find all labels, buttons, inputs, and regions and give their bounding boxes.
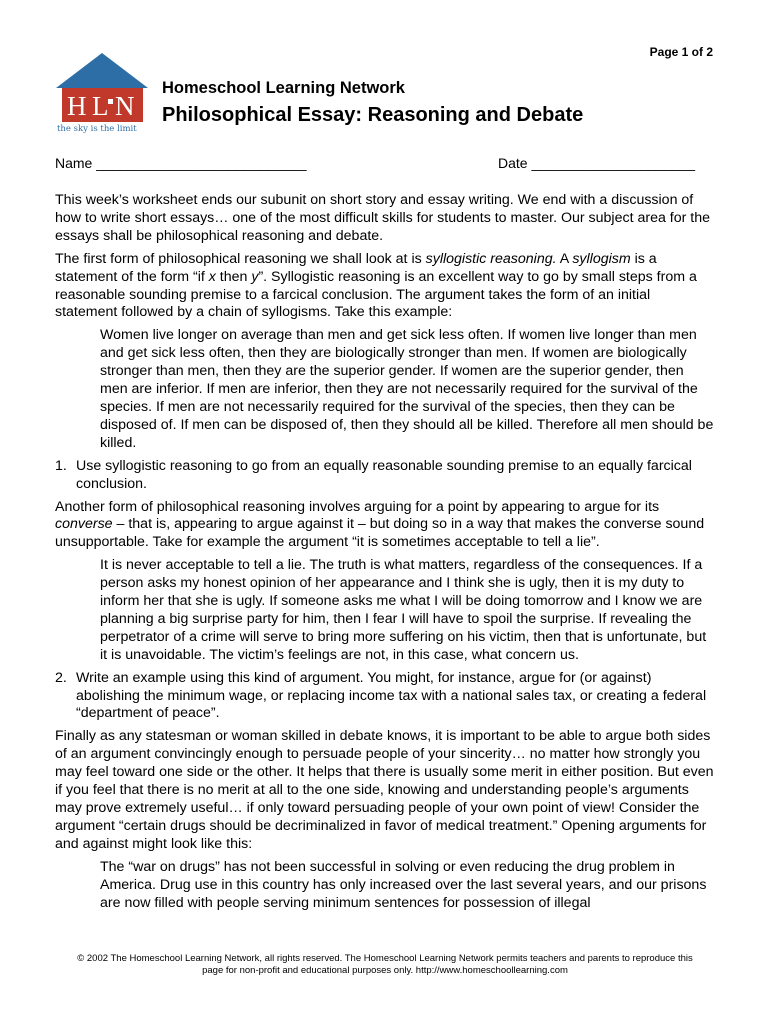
page-number: Page 1 of 2 xyxy=(649,45,713,59)
converse-example: It is never acceptable to tell a lie. The truth is what matters, regardless of the consequences. If a person asks my honest opinion of her appearance and I think she is ugly, then it is my duty to inform her that she is ugly. If someone asks me what I will be doing tomorrow and I know we are planning a big surprise party for him, then I fear I will have to spoil the surprise. If revealing the perpetrator of a crime will serve to bring more suffering on his victim, then that is unfortunate, but it is unavoidable. The victim’s feelings are not, in this case, what concern us. xyxy=(100,557,707,663)
logo-letter-l: L xyxy=(92,91,109,121)
logo-roof xyxy=(56,53,148,88)
logo-letter-h: H xyxy=(67,91,87,121)
name-field xyxy=(55,155,306,171)
intro-paragraph: This week’s worksheet ends our subunit on short story and essay writing. We end with a discussion of how to write short essays… one of the most difficult skills for students to master. Our subject area for the essays shall be philosophical reasoning and debate. xyxy=(55,192,711,244)
exercise-1 xyxy=(55,458,715,494)
date-label: Date xyxy=(498,155,528,171)
debate-paragraph: Finally as any statesman or woman skilled in debate knows, it is important to be able to argue both sides of an argument convincingly enough to persuade people of your sincerity… no matter how strongly you may feel toward one side or the other. It helps that there is usually some merit in either position. But even if you feel that there is no merit at all to the one side, knowing and understanding people’s arguments may prove extremely useful… if only toward persuading people of your own point of view! Consider the argument “certain drugs should be decriminalized in favor of medical treatment.” Opening arguments for and against might look like this: xyxy=(55,728,714,852)
worksheet-body xyxy=(55,192,715,917)
name-label: Name xyxy=(55,155,93,171)
exercise-text: Write an example using this kind of argument. You might, for instance, argue for (or against) abolishing the minimum wage, or replacing income tax with a national sales tax, or creating a federal “department of peace”. xyxy=(76,669,707,722)
name-blank: ___________________________ xyxy=(96,155,307,171)
logo-letter-n: N xyxy=(115,91,135,121)
debate-example: The “war on drugs” has not been successful in solving or even reducing the drug problem in America. Drug use in this country has only increased over the last several years, and our prisons are now filled with people serving minimum sentences for possession of illegal xyxy=(100,858,707,911)
hln-logo xyxy=(55,50,150,135)
page-title: Philosophical Essay: Reasoning and Debate xyxy=(162,104,584,126)
date-blank: _____________________ xyxy=(531,155,695,171)
date-field xyxy=(498,155,695,171)
exercise-text: Use syllogistic reasoning to go from an equally reasonable sounding premise to an equally farcical conclusion. xyxy=(76,457,692,492)
logo-dot xyxy=(108,99,113,104)
permission-line: page for non-profit and educational purposes only. http://www.homeschoollearning.com xyxy=(202,965,568,976)
exercise-number: 1. xyxy=(55,457,67,474)
converse-paragraph: Another form of philosophical reasoning involves arguing for a point by appearing to argue for its converse – that is, appearing to argue against it – but doing so in a way that makes the converse sound unsupportable. Take for example the argument “it is sometimes acceptable to tell a lie”. xyxy=(55,498,705,551)
exercise-number: 2. xyxy=(55,669,67,686)
exercise-2 xyxy=(55,670,715,724)
copyright-footer xyxy=(40,953,730,977)
logo-tagline: the sky is the limit xyxy=(57,124,137,134)
syllogism-paragraph: The first form of philosophical reasoning we shall look at is syllogistic reasoning. A syllogism is a statement of the form “if x then y”. Syllogistic reasoning is an excellent way to go by small steps from a reasonable sounding premise to a farcical conclusion. The argument takes the form of an initial statement followed by a chain of syllogisms. Take this example: xyxy=(55,250,697,321)
copyright-line: © 2002 The Homeschool Learning Network, all rights reserved. The Homeschool Learning Network permits teachers and parents to reproduce this xyxy=(77,953,693,964)
organization-name: Homeschool Learning Network xyxy=(162,79,405,97)
syllogism-example: Women live longer on average than men and get sick less often. If women live longer than men and get sick less often, then they are biologically stronger than men. If women are biologically stronger than men, then they are the superior gender. If women are the superior gender, then men are inferior. If men are inferior, then they are not necessarily required for the survival of the species. If men are not necessarily required for the survival of the species, then they can be disposed of. If men can be disposed of, then they should all be killed. Therefore all men should be killed. xyxy=(100,327,714,451)
